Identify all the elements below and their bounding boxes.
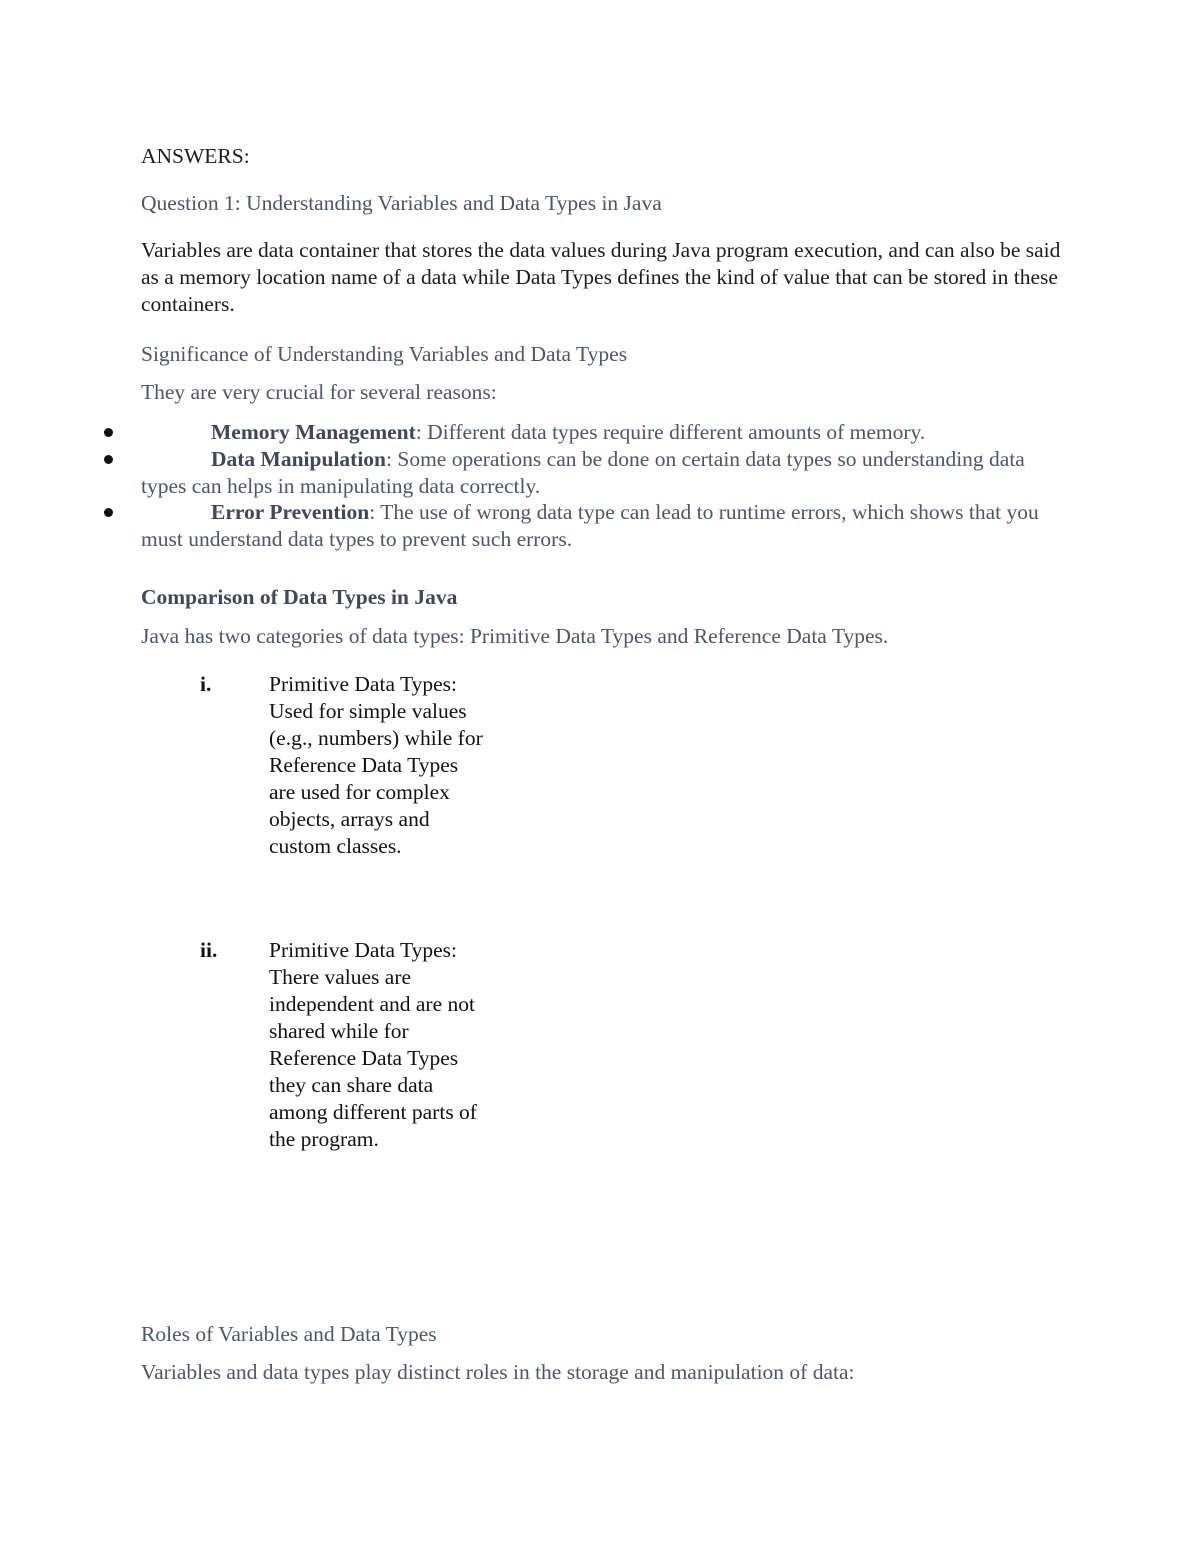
- significance-heading: Significance of Understanding Variables and Data Types: [141, 342, 628, 366]
- bullet-dot-icon: [104, 455, 113, 464]
- bullet-term: Memory Management: [211, 420, 416, 444]
- comparison-lead: Java has two categories of data types: Primitive Data Types and Reference Data Types.: [141, 624, 889, 648]
- intro-paragraph: Variables are data container that stores the data values during Java program execution, and can also be said as a memory location name of a data while Data Types defines the kind of value that can be stored in these containers.: [141, 238, 1061, 316]
- question-title: Question 1: Understanding Variables and Data Types in Java: [141, 191, 662, 215]
- significance-lead: They are very crucial for several reasons:: [141, 380, 497, 404]
- bullet-description: : Different data types require different amounts of memory.: [415, 420, 926, 444]
- list-marker: i.: [200, 672, 212, 696]
- list-item-text: Primitive Data Types: Used for simple values (e.g., numbers) while for Reference Data Types are used for complex objects, arrays and custom classes.: [269, 672, 483, 858]
- bullet-text: [141, 446, 1066, 500]
- list-item-text: Primitive Data Types: There values are independent and are not shared while for Reference Data Types they can share data among different parts of the program.: [269, 938, 477, 1151]
- bullet-description: : The use of wrong data type can lead to runtime errors, which shows that you must understand data types to prevent such errors.: [141, 500, 1039, 551]
- bullet-term: Error Prevention: [211, 500, 370, 524]
- comparison-heading: Comparison of Data Types in Java: [141, 585, 458, 609]
- bullet-dot-icon: [104, 508, 113, 517]
- list-marker: ii.: [200, 938, 218, 962]
- roles-heading: Roles of Variables and Data Types: [141, 1322, 437, 1346]
- bullet-text: [141, 499, 1066, 553]
- roles-lead: Variables and data types play distinct roles in the storage and manipulation of data:: [141, 1360, 855, 1384]
- answers-heading: ANSWERS:: [141, 144, 250, 168]
- bullet-text: [141, 419, 1066, 446]
- bullet-dot-icon: [104, 428, 113, 437]
- bullet-description: : Some operations can be done on certain data types so understanding data types can helps in manipulating data correctly.: [141, 447, 1025, 498]
- bullet-term: Data Manipulation: [211, 447, 387, 471]
